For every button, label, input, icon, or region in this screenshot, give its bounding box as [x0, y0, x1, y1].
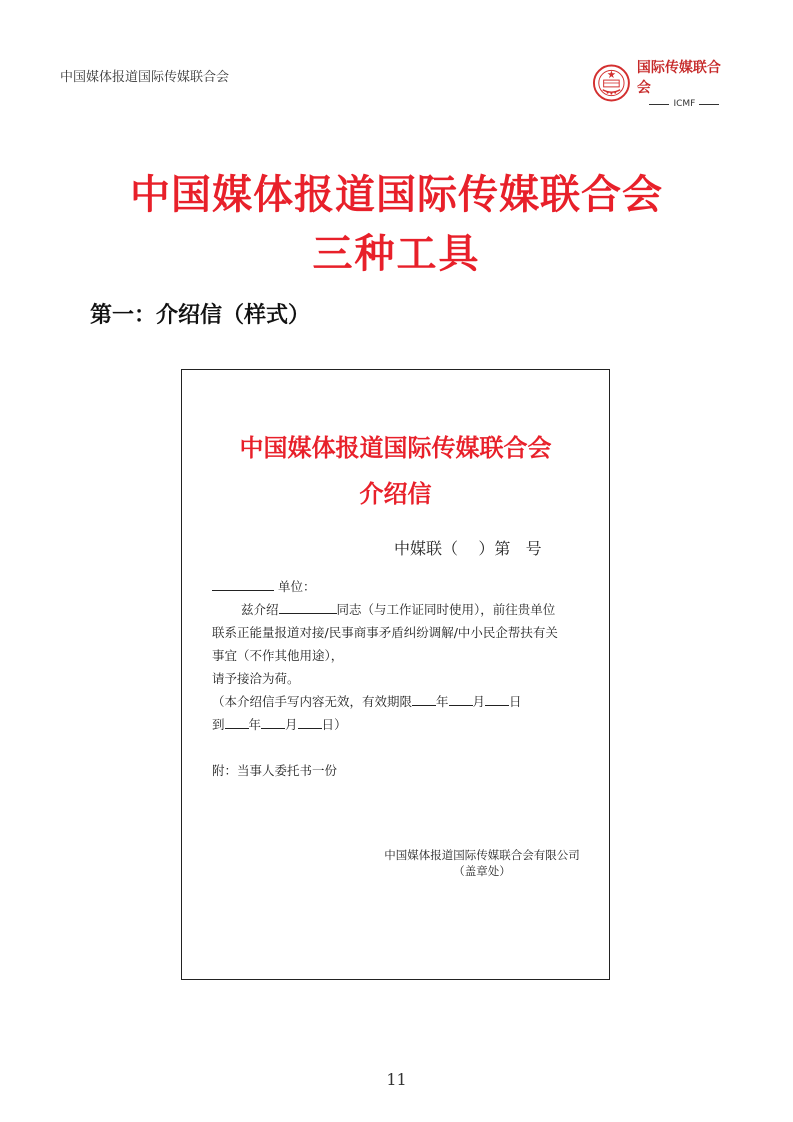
month-label: 月 [472, 694, 486, 709]
introduction-letter-sample [181, 369, 610, 980]
letter-title: 中国媒体报道国际传媒联合会 [239, 433, 552, 462]
blank-month [449, 691, 473, 706]
letter-body [212, 575, 592, 782]
attachment-note: 附：当事人委托书一份 [212, 763, 338, 778]
blank-year [412, 691, 436, 706]
national-emblem-icon [592, 63, 631, 103]
to-label: 到 [212, 717, 225, 732]
purpose-line: 联系正能量报道对接/民事商事矛盾纠纷调解/中小民企帮扶有关 [212, 625, 558, 640]
closing-line: 请予接洽为荷。 [212, 671, 300, 686]
year-label: 年 [436, 694, 449, 709]
running-header: 中国媒体报道国际传媒联合会 [60, 70, 230, 85]
close-paren: ） [334, 717, 347, 732]
month-label: 月 [285, 717, 298, 732]
day-label: 日 [509, 694, 522, 709]
blank-day [485, 691, 509, 706]
seal-placeholder: （盖章处） [453, 864, 511, 878]
logo-cn-text: 国际传媒联合会 [636, 60, 721, 96]
blank-day [298, 714, 322, 729]
section-heading: 第一：介绍信（样式） [90, 303, 311, 328]
blank-unit [212, 576, 274, 591]
letter-reference-number: 中媒联（ ）第 号 [394, 539, 542, 558]
page-title: 中国媒体报道国际传媒联合会 [130, 172, 663, 218]
blank-name [279, 599, 337, 614]
day-label: 日 [321, 717, 335, 732]
year-label: 年 [248, 717, 262, 732]
validity-text: （本介绍信手写内容无效，有效期限 [212, 694, 413, 709]
page-number: 11 [386, 1070, 407, 1089]
intro-suffix: 同志（与工作证同时使用），前往贵单位 [336, 602, 556, 617]
intro-prefix: 兹介绍 [241, 602, 279, 617]
divider [699, 104, 719, 105]
purpose-line-cont: 事宜（不作其他用途）， [212, 648, 344, 663]
signature-block [372, 847, 592, 879]
blank-month [261, 714, 285, 729]
divider [649, 104, 669, 105]
page-subtitle: 三种工具 [312, 231, 481, 277]
icmf-logo [592, 60, 732, 109]
letter-subtitle: 介绍信 [359, 479, 432, 508]
signer-name: 中国媒体报道国际传媒联合会有限公司 [384, 848, 580, 862]
logo-en-text: ICMF [673, 99, 696, 109]
unit-label: 单位： [277, 579, 316, 594]
blank-year [225, 714, 249, 729]
